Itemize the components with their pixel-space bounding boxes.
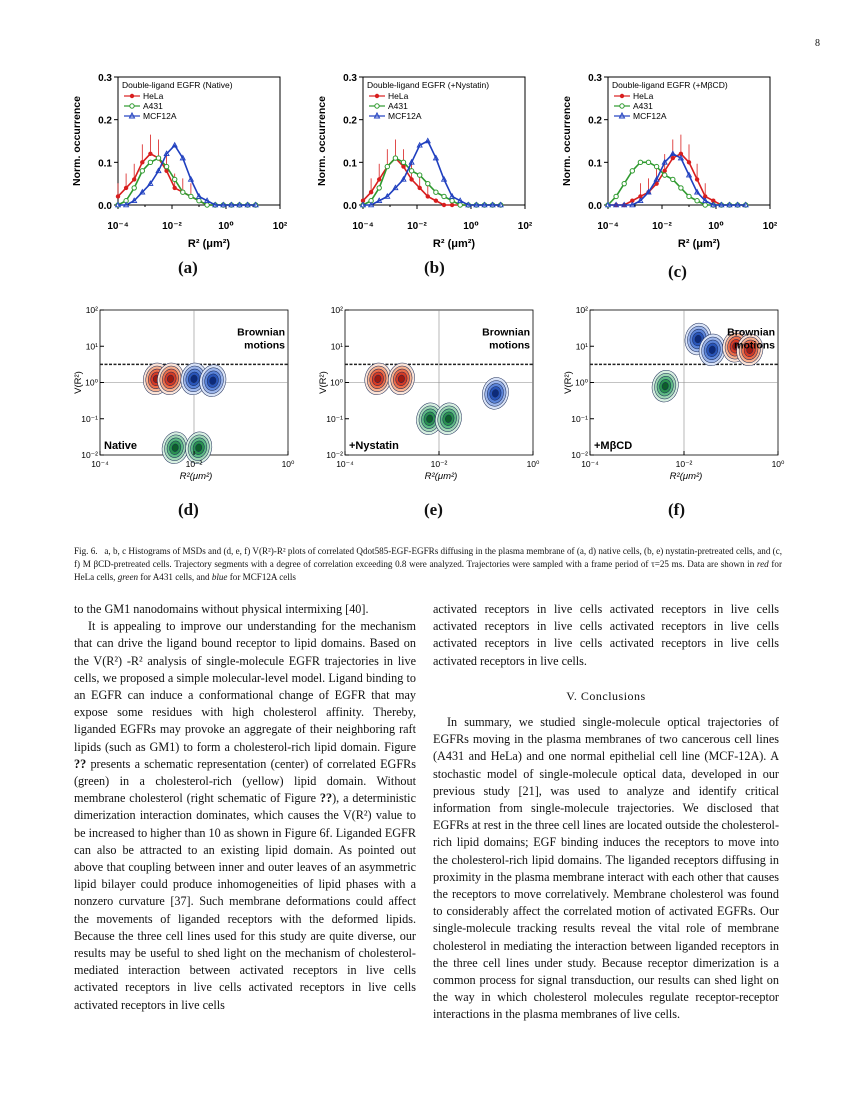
data-point-a431 (434, 190, 438, 194)
histogram-svg-b (315, 65, 535, 260)
panel-label-e: (e) (424, 500, 443, 519)
legend-title: Double-ligand EGFR (+Nystatin) (367, 80, 490, 90)
annotation-motions: motions (734, 339, 775, 352)
y-tick-label: 0.3 (588, 73, 602, 84)
right-paragraph-2: In summary, we studied single-molecule optical trajectories of EGFRs moving in the plasma membranes of two cancerous cell lines (A431 and HeLa) and one normal epithelial cell line (MCF-12A). A stochastic model of single-molecule optical data, developed in our previous study [21], was used to analyze and identify critical information from single-molecule trajectories. We disclosed that EGFRs at rest in the three cell lines are located outside the cholesterol-rich lipid domains; EGF binding induces the receptors to move into the cholesterol-rich lipid domains. The liganded receptors diffusing in proximity in the plasma membrane interact with each other that causes the receptors to move correlatively. Membrane cholesterol was found to considerably affect the correlated motion of activated EGFRs. Our single-molecule tracking results reveal the vital role of membrane cholesterol in mediating the interaction between liganded receptors in the three cell lines under study. Because receptor dimerization is a common process for signal transduction, our results can shed light on the way in which cholesterol molecules regulate receptor-receptor interactions in the plasma membranes of live cells. (433, 715, 779, 1022)
y-tick-label: 0.3 (98, 73, 112, 84)
y-tick-label: 10⁰ (575, 377, 588, 388)
data-point-a431 (458, 203, 462, 207)
x-tick-label: 10⁰ (771, 459, 785, 469)
data-point-hela (450, 203, 454, 207)
data-point-a431 (418, 173, 422, 177)
right-column (433, 601, 779, 1024)
caption-blue: blue (211, 572, 228, 582)
legend (612, 80, 728, 121)
y-tick-label: 0.1 (98, 158, 112, 170)
caption-text-6: for MCF12A cells (227, 572, 296, 582)
series-line-mcf12a (608, 154, 746, 205)
x-tick-label: 10⁻⁴ (91, 459, 109, 469)
data-point-a431 (205, 203, 209, 207)
caption-text-2: ²)-R (268, 546, 283, 556)
x-tick-label: 10⁻² (407, 221, 427, 232)
data-point-a431 (646, 160, 650, 164)
data-point-hela (116, 194, 120, 198)
caption-text-5: for A431 cells, and (138, 572, 212, 582)
legend-label-hela: HeLa (388, 91, 409, 101)
legend (122, 80, 233, 121)
histogram-panel-b (315, 65, 535, 260)
caption-text-1: a, b, c Histograms of MSDs and (d, e, f) V(R (104, 546, 269, 556)
figure-caption (74, 545, 782, 584)
series-line-a431 (608, 162, 746, 205)
annotation-motions: motions (244, 339, 285, 352)
data-point-a431 (189, 194, 193, 198)
page-number: 8 (815, 38, 820, 49)
y-tick-label: 0.2 (343, 115, 357, 127)
data-point-a431 (173, 177, 177, 181)
left-paragraph-1: to the GM1 nanodomains without physical intermixing [40]. (74, 602, 369, 616)
treatment-label: +Nystatin (349, 440, 399, 452)
contour-panel-e (315, 298, 540, 483)
y-tick-label: 10² (330, 305, 343, 315)
data-point-hela (695, 177, 699, 181)
data-point-a431 (630, 169, 634, 173)
y-tick-label: 0.0 (588, 201, 602, 212)
caption-red: red (756, 559, 769, 569)
data-point-a431 (654, 164, 658, 168)
legend-title: Double-ligand EGFR (+MβCD) (612, 80, 728, 90)
legend-label-mcf12a: MCF12A (388, 111, 422, 121)
x-tick-label: 10⁻⁴ (107, 221, 129, 232)
y-tick-label: 10⁻¹ (571, 413, 588, 424)
data-point-a431 (671, 177, 675, 181)
y-tick-label: 10⁻¹ (326, 413, 343, 424)
data-point-a431 (409, 169, 413, 173)
data-point-hela (418, 186, 422, 190)
data-point-a431 (164, 164, 168, 168)
section-title-conclusions: V. Conclusions (566, 688, 646, 703)
y-axis-label: V(R²) (73, 371, 84, 394)
legend-label-hela: HeLa (143, 91, 164, 101)
data-point-a431 (181, 190, 185, 194)
left-p2-a: It is appealing to improve our understanding for the mechanism that can drive the ligand bound receptor to lipid domains. Based on the V(R (74, 619, 416, 668)
y-tick-label: 10⁻² (571, 450, 588, 460)
y-tick-label: 0.1 (588, 158, 602, 170)
contour-svg-d (70, 298, 295, 483)
data-point-a431 (140, 169, 144, 173)
x-tick-label: 10⁻⁴ (352, 221, 374, 232)
x-axis-label: R² (μm²) (432, 238, 476, 250)
data-point-hela (426, 194, 430, 198)
x-tick-label: 10⁻⁴ (597, 221, 619, 232)
data-point-hela (377, 177, 381, 181)
y-tick-label: 10¹ (575, 341, 588, 352)
data-point-a431 (197, 199, 201, 203)
data-point-hela (124, 186, 128, 190)
annotation-motions: motions (489, 339, 530, 352)
x-tick-label: 10⁻⁴ (336, 459, 354, 469)
data-point-hela (173, 186, 177, 190)
x-axis-label: R²(μm²) (179, 471, 213, 482)
histogram-panel-a (70, 65, 290, 260)
legend-label-mcf12a: MCF12A (143, 111, 177, 121)
y-tick-label: 10⁻² (326, 450, 343, 460)
legend-label-mcf12a: MCF12A (633, 111, 667, 121)
treatment-label: +MβCD (594, 440, 633, 452)
legend-label-a431: A431 (388, 101, 408, 111)
left-p2-c: ² analysis of single-molecule EGFR trajectories in live cells, we proposed a simple molecular-level model. Ligand binding to an EGFR can induce a conformational change of EGFR that may expose some residues with high cholesterol affinity. Thereby, liganded EGFRs may provoke an aggregate of their neighboring raft lipids (such as GM1) to form a cholesterol-rich lipid domain. Figure (74, 653, 416, 754)
panel-label-b: (b) (424, 258, 445, 277)
figure-ref-2[interactable]: ?? (319, 791, 333, 806)
panel-label-c: (c) (668, 262, 687, 281)
contour-panel-d (70, 298, 295, 483)
data-point-hela (434, 199, 438, 203)
y-tick-label: 10² (575, 305, 588, 315)
legend-marker (375, 94, 379, 98)
series-line-mcf12a (118, 145, 256, 205)
data-point-a431 (401, 160, 405, 164)
data-point-a431 (426, 181, 430, 185)
panel-label-d: (d) (178, 500, 199, 519)
x-tick-label: 10⁰ (218, 221, 234, 232)
data-point-a431 (148, 160, 152, 164)
annotation-brownian: Brownian (237, 326, 285, 339)
y-axis-label: Norm. occurrence (71, 96, 83, 186)
legend-marker (620, 94, 624, 98)
legend-marker (130, 104, 134, 108)
data-point-a431 (442, 194, 446, 198)
x-tick-label: 10⁻⁴ (581, 459, 599, 469)
left-p2-b: ²) -R (114, 653, 140, 668)
data-point-a431 (695, 199, 699, 203)
panel-label-a: (a) (178, 258, 198, 277)
x-tick-label: 10⁰ (708, 221, 724, 232)
data-point-a431 (622, 181, 626, 185)
x-tick-label: 10⁻² (162, 221, 182, 232)
contour-svg-f (560, 298, 785, 483)
legend-marker (130, 94, 134, 98)
data-point-a431 (687, 194, 691, 198)
y-tick-label: 0.3 (343, 73, 357, 84)
data-point-a431 (132, 186, 136, 190)
y-axis-label: Norm. occurrence (316, 96, 328, 186)
right-paragraph-1: activated receptors in live cells activated receptors in live cells activated receptors in live cells activated receptors in live cells activated receptors in live cells activated receptors in live cells activated receptors in live cells. (433, 602, 779, 668)
contour-svg-e (315, 298, 540, 483)
x-tick-label: 10⁻² (675, 459, 693, 469)
x-tick-label: 10⁻² (430, 459, 448, 469)
y-tick-label: 10¹ (330, 341, 343, 352)
y-tick-label: 0.1 (343, 158, 357, 170)
left-column (74, 601, 416, 1014)
y-tick-label: 10⁰ (330, 377, 343, 388)
y-tick-label: 10² (85, 305, 98, 315)
data-point-hela (369, 190, 373, 194)
data-point-hela (409, 177, 413, 181)
data-point-a431 (450, 199, 454, 203)
legend-label-hela: HeLa (633, 91, 654, 101)
histogram-svg-c (560, 65, 780, 260)
legend (367, 80, 489, 121)
caption-text-3: ² plots of correlated Qdot585-EGF-EGFRs diffusing in the plasma membrane of (a, d) native cells, (b, e) nystatin-pretreated cells, and (c, f) M βCD-pretreated cells. Trajectory segments with a degree of correlation exceeding 0.8 were analyzed. Trajectories were sampled with a frame period of τ=25 ms. Data are shown in (74, 546, 782, 569)
data-point-a431 (385, 164, 389, 168)
legend-marker (620, 104, 624, 108)
histogram-svg-a (70, 65, 290, 260)
data-point-a431 (393, 156, 397, 160)
y-axis-label: V(R²) (563, 371, 574, 394)
data-point-a431 (703, 203, 707, 207)
x-tick-label: 10⁰ (463, 221, 479, 232)
x-tick-label: 10⁰ (526, 459, 540, 469)
y-tick-label: 0.2 (588, 115, 602, 127)
series-line-hela (608, 154, 746, 205)
x-tick-label: 10² (517, 221, 533, 232)
annotation-brownian: Brownian (482, 326, 530, 339)
data-point-hela (148, 152, 152, 156)
data-point-hela (132, 177, 136, 181)
caption-green: green (117, 572, 139, 582)
panel-label-f: (f) (668, 500, 685, 519)
annotation-brownian: Brownian (727, 326, 775, 339)
caption-text-4: for HeLa cells, (74, 559, 782, 582)
x-axis-label: R² (μm²) (677, 238, 721, 250)
figure-ref-1[interactable]: ?? (74, 756, 87, 771)
data-point-a431 (663, 173, 667, 177)
legend-title: Double-ligand EGFR (Native) (122, 80, 233, 90)
data-point-a431 (614, 194, 618, 198)
x-axis-label: R²(μm²) (424, 471, 458, 482)
left-p2-f: ²) value to be increased to higher than 10 as shown in Figure 6f. Liganded EGFR can also be attracted to an existing lipid domain. As pointed out above that coupling between inner and outer leaves of an asymmetric lipid bilayer could produce inhomogeneities of lipid phases with a nonzero curvature [37]. Such membrane deformations could affect the movements of liganded receptors with the deformed lipids. Because the three cell lines used for this study are quite diverse, our results may be useful to shed light on the mechanism of cholesterol-mediated interaction between activated receptors in live cells activated receptors in live cells activated receptors in live cells activated receptors in live cells (74, 808, 416, 1012)
y-tick-label: 0.0 (98, 201, 112, 212)
x-axis-label: R²(μm²) (669, 471, 703, 482)
legend-label-a431: A431 (633, 101, 653, 111)
data-point-a431 (377, 186, 381, 190)
data-point-hela (687, 160, 691, 164)
legend-marker (375, 104, 379, 108)
treatment-label: Native (104, 440, 138, 452)
x-tick-label: 10⁻² (185, 459, 203, 469)
data-point-hela (442, 203, 446, 207)
data-point-a431 (156, 156, 160, 160)
y-tick-label: 0.2 (98, 115, 112, 127)
data-point-hela (140, 160, 144, 164)
x-tick-label: 10⁰ (281, 459, 295, 469)
y-tick-label: 10⁰ (85, 377, 98, 388)
x-tick-label: 10⁻² (652, 221, 672, 232)
caption-fig-label: Fig. 6. (74, 546, 98, 556)
y-tick-label: 10⁻¹ (81, 413, 98, 424)
histogram-panel-c (560, 65, 780, 260)
y-tick-label: 10⁻² (81, 450, 98, 460)
y-tick-label: 10¹ (85, 341, 98, 352)
y-tick-label: 0.0 (343, 201, 357, 212)
left-p2-e: ), a deterministic dimerization interaction dominates, which causes the V(R (74, 791, 416, 823)
y-axis-label: Norm. occurrence (561, 96, 573, 186)
data-point-a431 (638, 160, 642, 164)
left-paragraph-2 (74, 618, 416, 1014)
y-axis-label: V(R²) (318, 371, 329, 394)
x-tick-label: 10² (272, 221, 288, 232)
series-line-a431 (118, 158, 256, 205)
data-point-a431 (679, 186, 683, 190)
left-p2-d: presents a schematic representation (center) of correlated EGFRs (green) in a cholesterol-rich (yellow) lipid domain. Without membrane cholesterol (right schematic of Figure (74, 756, 416, 806)
x-axis-label: R² (μm²) (187, 238, 231, 250)
legend-label-a431: A431 (143, 101, 163, 111)
x-tick-label: 10² (762, 221, 778, 232)
contour-panel-f (560, 298, 785, 483)
